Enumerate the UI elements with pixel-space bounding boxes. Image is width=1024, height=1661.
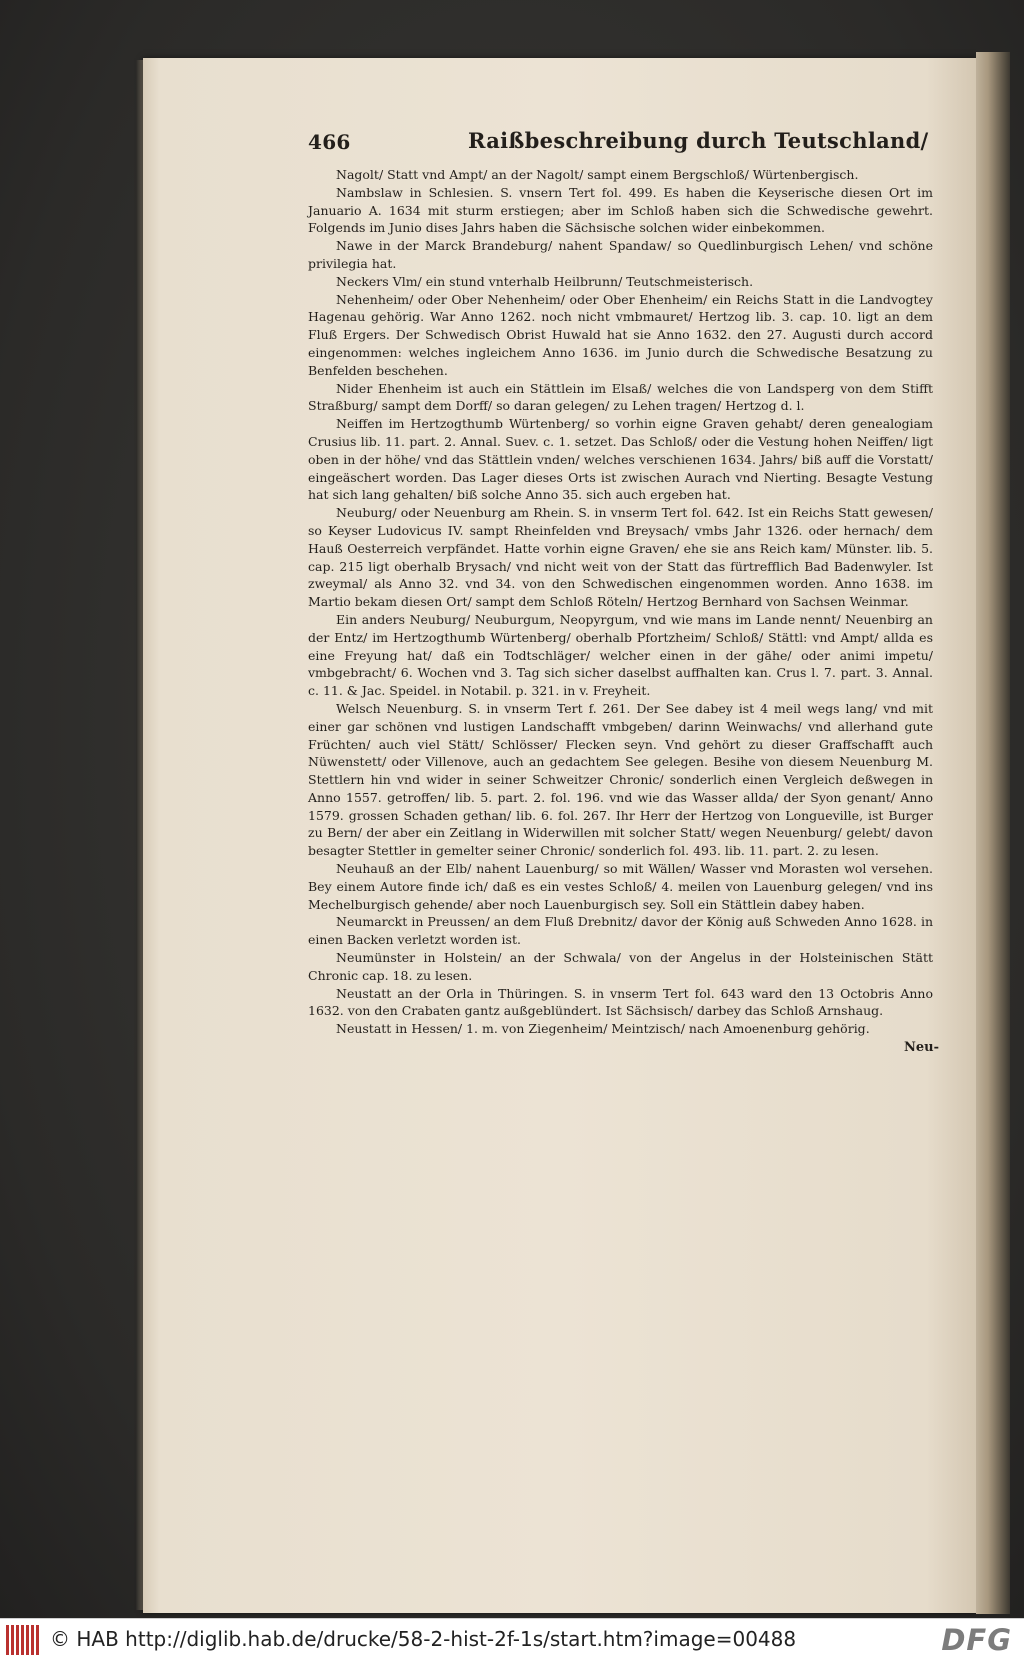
- hab-logo-icon: [6, 1625, 44, 1655]
- entry-neiffen: Neiffen im Hertzogthumb Würtenberg/ so vorhin eigne Graven gehabt/ deren genealogiam Crusius lib. 11. part. 2. Annal. Suev. c. 1. setzet. Das Schloß/ oder die Vestung hohen Neiffen/ ligt oben in der höhe/ vnd das Stättlein vnden/ welches verschienen 1634. Jahrs/ biß auff die Vorstatt/ eingeäschert worden. Das Lager dieses Orts ist zwischen Aurach vnd Nierting. Besagte Vestung hat sich lang gehalten/ biß solche Anno 35. sich auch ergeben hat.: [308, 416, 933, 503]
- entry-neustatt-hessen: Neustatt in Hessen/ 1. m. von Ziegenheim/ Meintzisch/ nach Amoenenburg gehörig.: [336, 1021, 870, 1037]
- entry-neckers-vlm: Neckers Vlm/ ein stund vnterhalb Heilbrunn/ Teutschmeisterisch.: [336, 273, 754, 289]
- page-binding-shadow: [136, 60, 143, 1610]
- entry-nambslaw: Nambslaw in Schlesien. S. vnsern Tert fol. 499. Es haben die Keyserische diesen Ort im Januario A. 1634 mit sturm erstiegen; aber im Schloß haben sich die Schwedische gewehrt. Folgends im Junio dises Jahrs haben die Sächsische solchen wider einbekommen.: [308, 184, 933, 236]
- entry-welsch-neuenburg: Welsch Neuenburg. S. in vnserm Tert f. 261. Der See dabey ist 4 meil wegs lang/ vnd mit einer gar schönen vnd lustigen Landschafft vmbgeben/ darinn Weinwachs/ vnd allerhand gute Früchten/ auch viel Stätt/ Schlösser/ Flecken seyn. Vnd gehört zu dieser Graffschafft auch Nüwenstett/ oder Villenove, auch an gedachtem See gelegen. Besihe von diesem Neuenburg M. Stettlern hin vnd wider in seiner Schweitzer Chronic/ sonderlich einen Vergleich deßwegen in Anno 1557. getroffen/ lib. 5. part. 2. fol. 196. vnd wie das Wasser allda/ der Syon genant/ Anno 1579. grossen Schaden gethan/ lib. 6. fol. 267. Ihr Herr der Hertzog von Longueville, ist Burger zu Bern/ der aber ein Zeitlang in Widerwillen mit solcher Statt/ wegen Neuenburg/ gelebt/ davon besagter Stettler in gemelter seiner Chronic/ sonderlich fol. 493. lib. 11. part. 2. zu lesen.: [308, 700, 933, 859]
- entry-nider-ehenheim: Nider Ehenheim ist auch ein Stättlein im Elsaß/ welches die von Landsperg von dem Stifft Straßburg/ sampt dem Dorff/ so daran gelegen/ zu Lehen tragen/ Hertzog d. l.: [308, 380, 933, 414]
- dfg-logo: DFG: [941, 1623, 1012, 1657]
- entry-neumuenster: Neumünster in Holstein/ an der Schwala/ von der Angelus in der Holsteinischen Stätt Chronic cap. 18. zu lesen.: [308, 950, 933, 983]
- entry-neuhauss: Neuhauß an der Elb/ nahent Lauenburg/ so mit Wällen/ Wasser vnd Morasten wol versehen. Bey einem Autore finde ich/ daß es ein vestes Schloß/ 4. meilen von Lauenburg gelegen/ vnd ins Mechelburgisch gehende/ aber noch Lauenburgisch sey. Soll ein Stättlein dabey haben.: [308, 861, 933, 912]
- entry-nawe: Nawe in der Marck Brandeburg/ nahent Spandaw/ so Quedlinburgisch Lehen/ vnd schöne privilegia hat.: [308, 238, 933, 271]
- page-stack-edge: [976, 52, 1010, 1614]
- permalink-url[interactable]: http://diglib.hab.de/drucke/58-2-hist-2f-1s/start.htm?image=00488: [125, 1627, 797, 1651]
- entry-neuburg-rhein: Neuburg/ oder Neuenburg am Rhein. S. in vnserm Tert fol. 642. Ist ein Reichs Statt gewesen/ so Keyser Ludovicus IV. sampt Rheinfelden vnd Breysach/ vmbs Jahr 1326. oder hernach/ dem Hauß Oesterreich verpfändet. Hatte vorhin eigne Graven/ ehe sie ans Reich kam/ Münster. lib. 5. cap. 215 ligt oberhalb Brysach/ vnd nicht weit von der Statt das fürtrefflich Bad Badenwyler. Ist zweymal/ als Anno 32. vnd 34. von den Schwedischen eingenommen worden. Anno 1638. im Martio bekam diesen Ort/ sampt dem Schloß Röteln/ Hertzog Bernhard von Sachsen Weinmar.: [308, 505, 933, 610]
- running-title: Raißbeschreibung durch Teutschland/: [468, 128, 929, 153]
- entry-neustatt-orla: Neustatt an der Orla in Thüringen. S. in vnserm Tert fol. 643 ward den 13 Octobris Anno 1632. von den Crabaten gantz außgeblündert. Ist Sächsisch/ darbey das Schloß Arnshaug.: [308, 985, 933, 1019]
- copyright-holder: © HAB: [50, 1627, 119, 1651]
- page-content: [168, 128, 938, 1055]
- entry-nehenheim: Nehenheim/ oder Ober Nehenheim/ oder Ober Ehenheim/ ein Reichs Statt in die Landvogtey Hagenau gehörig. War Anno 1262. noch nicht vmbmauret/ Hertzog lib. 3. cap. 10. ligt an dem Fluß Ergers. Der Schwedisch Obrist Huwald hat sie Anno 1632. den 27. Augusti durch accord eingenommen: welches ingleichem Anno 1636. im Junio durch die Schwedische Besatzung zu Benfelden beschehen.: [308, 291, 933, 378]
- entry-nagolt: Nagolt/ Statt vnd Ampt/ an der Nagolt/ sampt einem Bergschloß/ Würtenbergisch.: [336, 167, 859, 182]
- entry-neuburg-entz: Ein anders Neuburg/ Neuburgum, Neopyrgum, vnd wie mans im Lande nennt/ Neuenbirg an der Entz/ im Hertzogthumb Würtenberg/ oberhalb Pfortzheim/ Schloß/ Stättl: vnd Ampt/ allda es eine Freyung hat/ daß ein Todtschläger/ welcher einen in der gähe/ oder animi impetu/ vmbgebracht/ 6. Wochen vnd 3. Tag sich sicher daselbst auffhalten kan. Crus l. 7. part. 3. Annal. c. 11. & Jac. Speidel. in Notabil. p. 321. in v. Freyheit.: [308, 611, 933, 699]
- page-number: 466: [308, 130, 351, 154]
- catchword: Neu-: [903, 1040, 939, 1056]
- entry-neumarckt: Neumarckt in Preussen/ an dem Fluß Drebnitz/ davor der König auß Schweden Anno 1628. in einen Backen verletzt worden ist.: [308, 914, 933, 948]
- footer-copyright: [50, 1627, 796, 1651]
- running-head: [168, 128, 938, 166]
- footer-bar: [0, 1618, 1024, 1661]
- gazetteer-entries: [308, 166, 939, 1056]
